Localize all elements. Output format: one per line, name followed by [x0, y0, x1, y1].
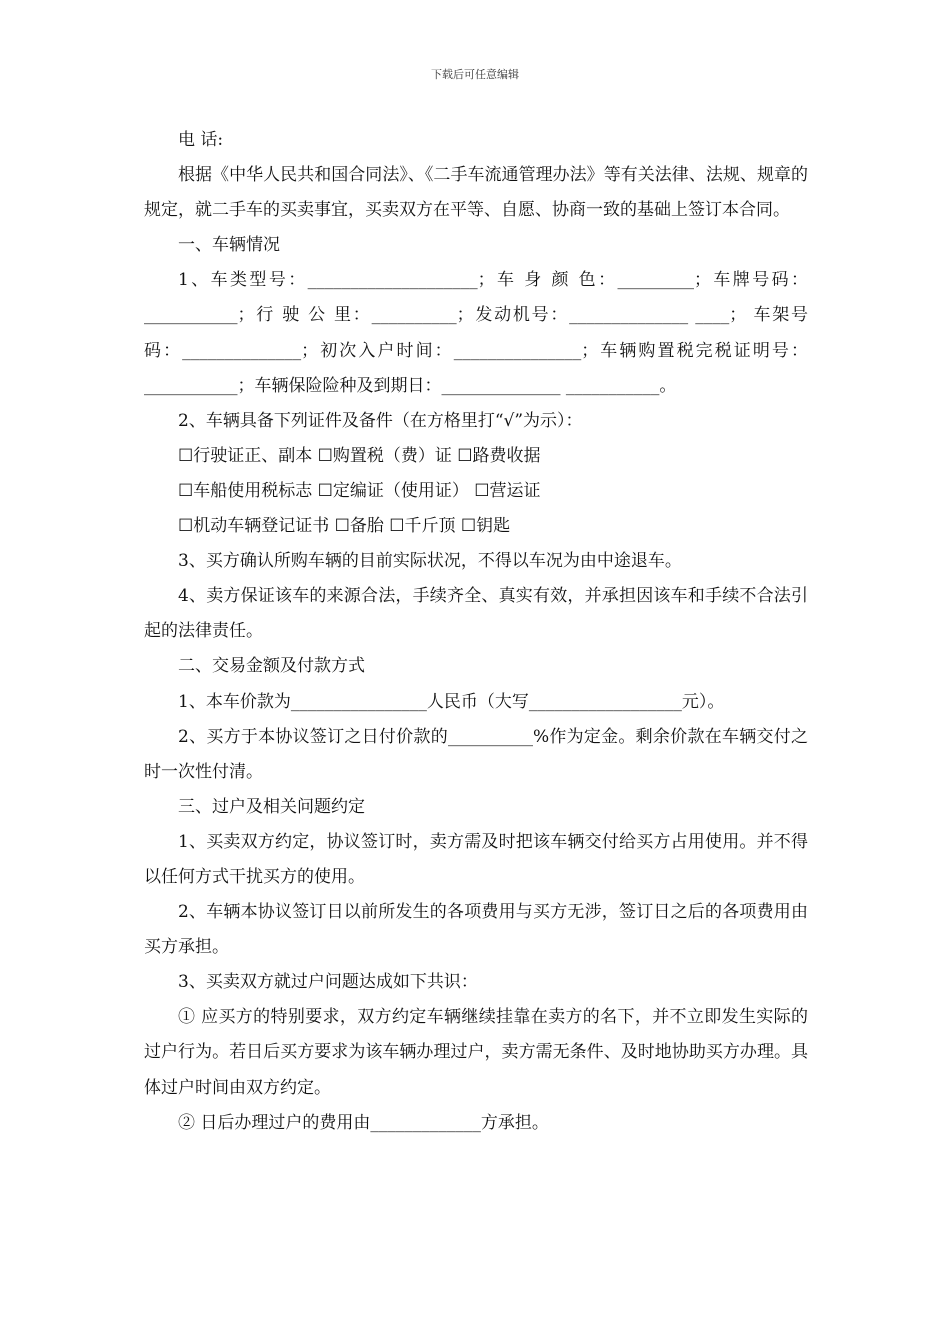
price-paragraph: 1、本车价款为________________人民币（大写__________________元）。: [178, 691, 725, 712]
documents-paragraph: 2、车辆具备下列证件及备件（在方格里打“√”为示）：: [178, 410, 583, 431]
checkbox-row-3: ☐机动车辆登记证书 ☐备胎 ☐千斤顶 ☐钥匙: [178, 516, 511, 537]
buyer-confirm-paragraph: 3、买方确认所购车辆的目前实际状况，不得以车况为由中途退车。: [178, 551, 682, 572]
section-2-heading: 二、交易金额及付款方式: [178, 656, 365, 677]
vehicle-info-paragraph: 1、车类型号：____________________；车 身 颜 色：_________；车牌号码：___________；行 驶 公 里：__________；发动机号：______________ ____； 车架号码：______________；初次入户时间：_______________；车辆购置税完税证明号：___________；车辆保险险种及到期日：______________ ___________。: [144, 270, 808, 396]
checkbox-row-2: ☐车船使用税标志 ☐定编证（使用证） ☐营运证: [178, 480, 541, 501]
phone-line: 电 话:: [178, 130, 224, 150]
delivery-paragraph: 1、买卖双方约定，协议签订时，卖方需及时把该车辆交付给买方占用使用。并不得以任何方式干扰买方的使用。: [144, 831, 808, 887]
seller-guarantee-paragraph: 4、卖方保证该车的来源合法，手续齐全、真实有效，并承担因该车和手续不合法引起的法律责任。: [144, 586, 808, 642]
deposit-paragraph: 2、买方于本协议签订之日付价款的__________%作为定金。剩余价款在车辆交付之时一次性付清。: [144, 726, 808, 782]
checkbox-row-1: ☐行驶证正、副本 ☐购置税（费）证 ☐路费收据: [178, 445, 541, 466]
section-1-heading: 一、车辆情况: [178, 235, 280, 256]
transfer-consensus-paragraph: 3、买卖双方就过户问题达成如下共识：: [178, 972, 478, 993]
intro-paragraph: 根据《中华人民共和国合同法》、《二手车流通管理办法》等有关法律、法规、规章的规定，就二手车的买卖事宜，买卖双方在平等、自愿、协商一致的基础上签订本合同。: [144, 165, 808, 221]
contract-body: [144, 123, 808, 1141]
transfer-item-1: ① 应买方的特别要求，双方约定车辆继续挂靠在卖方的名下，并不立即发生实际的过户行为。若日后买方要求为该车辆办理过户，卖方需无条件、及时地协助买方办理。具体过户时间由双方约定。: [144, 1007, 808, 1098]
transfer-item-2: ② 日后办理过户的费用由_____________方承担。: [178, 1112, 549, 1133]
section-3-heading: 三、过户及相关问题约定: [178, 796, 365, 817]
fees-paragraph: 2、车辆本协议签订日以前所发生的各项费用与买方无涉，签订日之后的各项费用由买方承担。: [144, 902, 808, 958]
page-header: 下载后可任意编辑: [431, 68, 519, 81]
